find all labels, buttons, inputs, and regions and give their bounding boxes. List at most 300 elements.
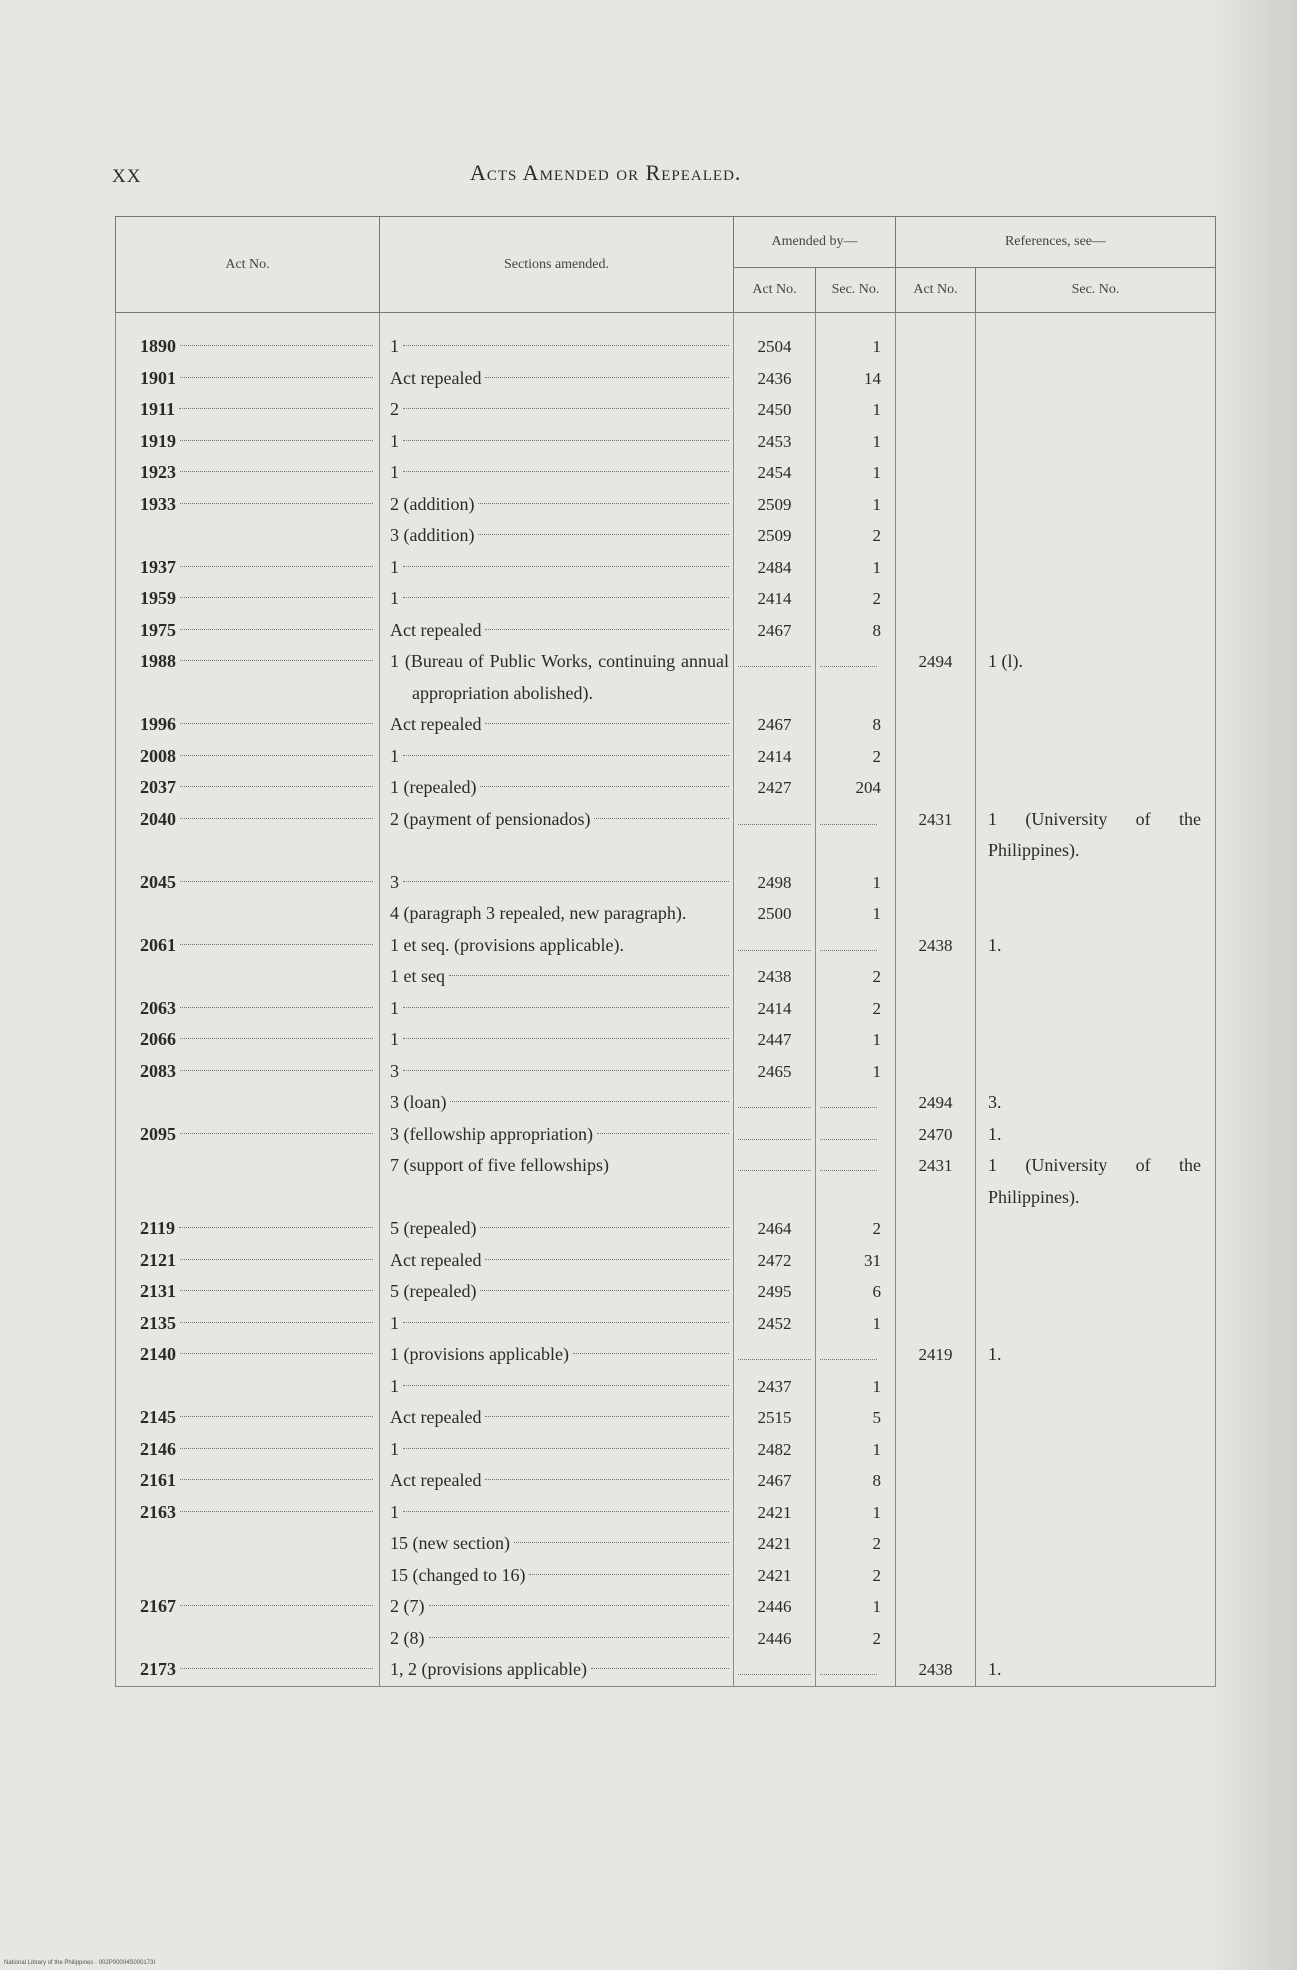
page-edge-shadow <box>1207 0 1297 1970</box>
section-amended-cell <box>380 961 734 993</box>
amended-act-cell: 2465 <box>734 1056 816 1088</box>
table-row <box>116 1150 1216 1213</box>
reference-act-cell <box>896 1560 976 1592</box>
reference-sec-cell <box>976 709 1216 741</box>
reference-sec-cell <box>976 993 1216 1025</box>
act-number: 2163 <box>140 1501 176 1522</box>
amended-sec-cell <box>816 1150 896 1213</box>
amended-act-cell: 2446 <box>734 1623 816 1655</box>
table-row <box>116 1591 1216 1623</box>
act-number-cell <box>116 1465 380 1497</box>
section-amended-cell <box>380 772 734 804</box>
amended-act-cell: 2454 <box>734 457 816 489</box>
amended-act-cell <box>734 646 816 709</box>
amended-act-cell: 2421 <box>734 1560 816 1592</box>
act-number-cell <box>116 363 380 395</box>
section-amended-text: 2 (8) <box>390 1627 425 1648</box>
amended-sec-cell: 1 <box>816 1308 896 1340</box>
amended-act-cell <box>734 1150 816 1213</box>
section-amended-text: Act repealed <box>390 1470 482 1490</box>
reference-sec-cell <box>976 363 1216 395</box>
act-number: 1988 <box>140 651 176 671</box>
amended-sec-cell: 2 <box>816 1560 896 1592</box>
reference-act-cell <box>896 426 976 458</box>
reference-act-cell: 2431 <box>896 1150 976 1213</box>
amended-sec-cell: 1 <box>816 394 896 426</box>
act-number: 2045 <box>140 871 176 892</box>
act-number: 2037 <box>140 777 176 797</box>
act-number-cell <box>116 520 380 552</box>
table-row <box>116 1339 1216 1371</box>
reference-act-cell <box>896 898 976 930</box>
amended-sec-cell <box>816 930 896 962</box>
table-row <box>116 1056 1216 1088</box>
act-number-cell <box>116 1119 380 1151</box>
section-amended-cell <box>380 1213 734 1245</box>
table-header <box>116 217 1216 313</box>
reference-act-cell <box>896 331 976 363</box>
section-amended-cell <box>380 426 734 458</box>
reference-act-cell <box>896 1308 976 1340</box>
reference-sec-cell <box>976 741 1216 773</box>
act-number-cell <box>116 489 380 521</box>
reference-sec-cell <box>976 583 1216 615</box>
amended-sec-cell <box>816 1119 896 1151</box>
reference-act-cell <box>896 772 976 804</box>
amended-act-cell: 2438 <box>734 961 816 993</box>
blank-leader <box>738 1150 811 1171</box>
reference-act-cell <box>896 583 976 615</box>
reference-act-cell <box>896 867 976 899</box>
reference-act-cell <box>896 1276 976 1308</box>
table-row <box>116 709 1216 741</box>
section-amended-cell <box>380 583 734 615</box>
act-number-cell <box>116 1024 380 1056</box>
section-amended-cell <box>380 1056 734 1088</box>
section-amended-text: 1 <box>390 1375 399 1396</box>
table-row <box>116 1623 1216 1655</box>
amended-sec-cell: 8 <box>816 1465 896 1497</box>
amended-sec-cell: 1 <box>816 1024 896 1056</box>
reference-act-cell <box>896 1528 976 1560</box>
section-amended-cell <box>380 552 734 584</box>
blank-leader <box>738 930 811 951</box>
reference-sec-cell <box>976 867 1216 899</box>
reference-sec-cell <box>976 1623 1216 1655</box>
act-number: 1911 <box>140 399 176 419</box>
section-amended-text: 1 <box>390 1029 399 1049</box>
act-number-cell <box>116 1434 380 1466</box>
reference-act-cell <box>896 1056 976 1088</box>
act-number-cell <box>116 741 380 773</box>
table-row <box>116 993 1216 1025</box>
act-number-cell <box>116 615 380 647</box>
reference-sec-cell <box>976 961 1216 993</box>
amended-sec-cell: 1 <box>816 898 896 930</box>
section-amended-cell <box>380 1308 734 1340</box>
act-number-cell <box>116 1150 380 1213</box>
table-row <box>116 1119 1216 1151</box>
section-amended-cell <box>380 930 734 962</box>
table-row <box>116 772 1216 804</box>
reference-sec-cell <box>976 1465 1216 1497</box>
amended-sec-cell: 2 <box>816 961 896 993</box>
table-row <box>116 741 1216 773</box>
act-number-cell <box>116 1654 380 1686</box>
amended-sec-cell: 204 <box>816 772 896 804</box>
table-row <box>116 331 1216 363</box>
section-amended-text: 1 <box>390 462 399 482</box>
reference-sec-cell: 1. <box>976 930 1216 962</box>
table-spacer-row <box>116 313 1216 332</box>
table-row <box>116 426 1216 458</box>
act-number-cell <box>116 1402 380 1434</box>
reference-sec-cell <box>976 426 1216 458</box>
act-number: 1901 <box>140 367 176 388</box>
act-number-cell <box>116 1528 380 1560</box>
section-amended-cell <box>380 1560 734 1592</box>
act-number: 2167 <box>140 1596 176 1616</box>
amended-act-cell: 2437 <box>734 1371 816 1403</box>
table-row <box>116 1654 1216 1686</box>
blank-leader <box>820 1339 877 1360</box>
amended-act-cell: 2414 <box>734 993 816 1025</box>
act-number: 1959 <box>140 588 176 608</box>
reference-act-cell <box>896 520 976 552</box>
amended-act-cell: 2484 <box>734 552 816 584</box>
act-number: 1996 <box>140 714 176 734</box>
table-row <box>116 1245 1216 1277</box>
blank-leader <box>820 930 877 951</box>
act-number: 1919 <box>140 430 176 451</box>
reference-act-cell: 2431 <box>896 804 976 867</box>
section-amended-cell <box>380 1087 734 1119</box>
page-number: XX <box>112 166 142 187</box>
amended-act-cell: 2482 <box>734 1434 816 1466</box>
amended-act-cell: 2421 <box>734 1528 816 1560</box>
act-number-cell <box>116 1213 380 1245</box>
amended-sec-cell: 1 <box>816 1434 896 1466</box>
section-amended-text: Act repealed <box>390 1407 482 1427</box>
section-amended-text: 7 (support of five fellowships) <box>390 1155 609 1175</box>
amended-act-cell: 2509 <box>734 489 816 521</box>
section-amended-cell <box>380 1591 734 1623</box>
section-amended-cell <box>380 898 734 930</box>
amended-sec-cell: 2 <box>816 583 896 615</box>
reference-act-cell <box>896 394 976 426</box>
act-number: 2119 <box>140 1218 176 1238</box>
act-number-cell <box>116 1245 380 1277</box>
section-amended-cell <box>380 1402 734 1434</box>
amended-sec-cell: 1 <box>816 1056 896 1088</box>
amended-act-cell <box>734 930 816 962</box>
section-amended-text: 1 <box>390 336 399 356</box>
amended-act-cell <box>734 804 816 867</box>
section-amended-cell <box>380 489 734 521</box>
amended-sec-cell: 1 <box>816 1591 896 1623</box>
blank-leader <box>820 1087 877 1108</box>
amended-sec-cell: 2 <box>816 741 896 773</box>
section-amended-cell <box>380 709 734 741</box>
section-amended-text: 3 (fellowship appropriation) <box>390 1123 593 1144</box>
amended-act-cell: 2509 <box>734 520 816 552</box>
reference-sec-cell <box>976 1371 1216 1403</box>
amended-sec-cell: 6 <box>816 1276 896 1308</box>
table-row <box>116 867 1216 899</box>
table-row <box>116 394 1216 426</box>
section-amended-text: 2 (payment of pensionados) <box>390 808 591 829</box>
amended-sec-cell: 1 <box>816 426 896 458</box>
table-row <box>116 1371 1216 1403</box>
act-number-cell <box>116 993 380 1025</box>
reference-act-cell <box>896 1497 976 1529</box>
section-amended-text: 1 <box>390 1438 399 1459</box>
act-number-cell <box>116 1623 380 1655</box>
reference-sec-cell <box>976 1402 1216 1434</box>
amendments-table-container <box>115 216 1215 1687</box>
section-amended-cell <box>380 1497 734 1529</box>
reference-sec-cell <box>976 552 1216 584</box>
reference-sec-cell: 1. <box>976 1339 1216 1371</box>
table-row <box>116 1213 1216 1245</box>
amended-act-cell: 2447 <box>734 1024 816 1056</box>
section-amended-cell <box>380 867 734 899</box>
amended-sec-cell: 14 <box>816 363 896 395</box>
section-amended-cell <box>380 1654 734 1686</box>
amended-act-cell: 2464 <box>734 1213 816 1245</box>
act-number-cell <box>116 552 380 584</box>
section-amended-cell <box>380 1119 734 1151</box>
table-row <box>116 646 1216 709</box>
section-amended-cell <box>380 804 734 867</box>
blank-leader <box>738 1339 811 1360</box>
reference-sec-cell <box>976 1591 1216 1623</box>
act-number: 2040 <box>140 808 176 829</box>
reference-act-cell <box>896 1623 976 1655</box>
amended-sec-cell: 1 <box>816 552 896 584</box>
amended-sec-cell <box>816 646 896 709</box>
col-header-references: References, see— <box>896 217 1216 268</box>
reference-sec-cell: 1 (University of the Philippines). <box>976 804 1216 867</box>
table-row <box>116 1402 1216 1434</box>
section-amended-cell <box>380 520 734 552</box>
amended-sec-cell: 1 <box>816 1497 896 1529</box>
reference-sec-cell <box>976 457 1216 489</box>
page-title: Acts Amended or Repealed. <box>470 160 742 185</box>
reference-sec-cell <box>976 331 1216 363</box>
act-number: 2146 <box>140 1438 176 1459</box>
act-number-cell <box>116 1087 380 1119</box>
act-number-cell <box>116 331 380 363</box>
reference-sec-cell <box>976 394 1216 426</box>
amended-sec-cell: 31 <box>816 1245 896 1277</box>
reference-sec-cell <box>976 520 1216 552</box>
section-amended-text: 1 et seq <box>390 966 445 986</box>
reference-act-cell <box>896 1434 976 1466</box>
amended-act-cell: 2498 <box>734 867 816 899</box>
reference-act-cell <box>896 1371 976 1403</box>
table-row <box>116 930 1216 962</box>
section-amended-cell <box>380 1528 734 1560</box>
amended-sec-cell: 1 <box>816 457 896 489</box>
amended-act-cell: 2500 <box>734 898 816 930</box>
col-header-amended-by: Amended by— <box>734 217 896 268</box>
blank-leader <box>820 1654 877 1675</box>
reference-sec-cell: 1 (University of the Philippines). <box>976 1150 1216 1213</box>
reference-act-cell <box>896 615 976 647</box>
act-number-cell <box>116 1560 380 1592</box>
section-amended-cell <box>380 1024 734 1056</box>
table-row <box>116 520 1216 552</box>
section-amended-text: 1 <box>390 430 399 451</box>
blank-leader <box>738 646 811 667</box>
amended-sec-cell: 2 <box>816 1528 896 1560</box>
col-header-ref-sec: Sec. No. <box>976 268 1216 313</box>
reference-sec-cell <box>976 1497 1216 1529</box>
section-amended-text: 5 (repealed) <box>390 1281 477 1301</box>
reference-act-cell: 2470 <box>896 1119 976 1151</box>
reference-sec-cell <box>976 1245 1216 1277</box>
reference-sec-cell <box>976 1528 1216 1560</box>
amended-act-cell: 2414 <box>734 741 816 773</box>
section-amended-text: 1 et seq. (provisions applicable). <box>390 934 624 955</box>
act-number: 2066 <box>140 1029 176 1049</box>
act-number: 1975 <box>140 619 176 640</box>
amended-act-cell: 2452 <box>734 1308 816 1340</box>
amended-act-cell: 2450 <box>734 394 816 426</box>
act-number-cell <box>116 772 380 804</box>
amended-act-cell: 2421 <box>734 1497 816 1529</box>
blank-leader <box>738 804 811 825</box>
amended-sec-cell <box>816 1339 896 1371</box>
act-number-cell <box>116 457 380 489</box>
reference-act-cell <box>896 1245 976 1277</box>
amended-act-cell <box>734 1087 816 1119</box>
act-number: 1933 <box>140 493 176 514</box>
section-amended-text: 1 (Bureau of Public Works, continuing annual appropriation abolished). <box>390 651 729 703</box>
amended-sec-cell: 8 <box>816 709 896 741</box>
amended-act-cell: 2515 <box>734 1402 816 1434</box>
section-amended-cell <box>380 1339 734 1371</box>
amended-sec-cell: 1 <box>816 1371 896 1403</box>
act-number: 2008 <box>140 745 176 766</box>
amended-sec-cell <box>816 1654 896 1686</box>
section-amended-cell <box>380 1150 734 1213</box>
reference-act-cell <box>896 1465 976 1497</box>
reference-sec-cell <box>976 1308 1216 1340</box>
section-amended-text: 1 (provisions applicable) <box>390 1344 569 1364</box>
act-number: 2063 <box>140 997 176 1018</box>
reference-sec-cell: 1. <box>976 1119 1216 1151</box>
amended-act-cell: 2467 <box>734 709 816 741</box>
reference-act-cell <box>896 709 976 741</box>
act-number-cell <box>116 1056 380 1088</box>
reference-sec-cell: 3. <box>976 1087 1216 1119</box>
section-amended-cell <box>380 1623 734 1655</box>
section-amended-text: 3 (loan) <box>390 1092 447 1112</box>
act-number-cell <box>116 1308 380 1340</box>
section-amended-text: 2 (7) <box>390 1596 425 1616</box>
reference-act-cell <box>896 457 976 489</box>
section-amended-cell <box>380 646 734 709</box>
reference-sec-cell <box>976 615 1216 647</box>
table-row <box>116 1528 1216 1560</box>
reference-sec-cell <box>976 1024 1216 1056</box>
reference-sec-cell <box>976 1276 1216 1308</box>
section-amended-text: 2 (addition) <box>390 493 475 514</box>
blank-leader <box>820 1150 877 1171</box>
section-amended-cell <box>380 331 734 363</box>
reference-act-cell <box>896 993 976 1025</box>
amended-sec-cell: 1 <box>816 489 896 521</box>
section-amended-text: 3 <box>390 871 399 892</box>
section-amended-text: 3 (addition) <box>390 525 475 545</box>
amended-sec-cell <box>816 1087 896 1119</box>
act-number-cell <box>116 426 380 458</box>
section-amended-text: 1 <box>390 556 399 577</box>
section-amended-text: 1 <box>390 997 399 1018</box>
amended-sec-cell: 5 <box>816 1402 896 1434</box>
table-body <box>116 313 1216 1687</box>
blank-leader <box>820 646 877 667</box>
table-row <box>116 1497 1216 1529</box>
section-amended-text: 2 <box>390 399 399 419</box>
section-amended-cell <box>380 615 734 647</box>
section-amended-text: 3 <box>390 1060 399 1081</box>
reference-sec-cell <box>976 1560 1216 1592</box>
amended-sec-cell: 2 <box>816 520 896 552</box>
section-amended-text: Act repealed <box>390 619 482 640</box>
table-row <box>116 489 1216 521</box>
section-amended-text: 1 <box>390 588 399 608</box>
amended-sec-cell <box>816 804 896 867</box>
reference-act-cell <box>896 1024 976 1056</box>
table-row <box>116 1024 1216 1056</box>
reference-sec-cell <box>976 1434 1216 1466</box>
blank-leader <box>738 1119 811 1140</box>
section-amended-text: 1 (repealed) <box>390 777 477 797</box>
act-number: 2145 <box>140 1407 176 1427</box>
reference-sec-cell <box>976 898 1216 930</box>
reference-sec-cell: 1 (l). <box>976 646 1216 709</box>
section-amended-cell <box>380 1434 734 1466</box>
act-number-cell <box>116 1497 380 1529</box>
table-row <box>116 552 1216 584</box>
amended-act-cell: 2467 <box>734 1465 816 1497</box>
act-number: 2131 <box>140 1281 176 1301</box>
reference-act-cell <box>896 961 976 993</box>
scan-credit: National Library of the Philippines · 002P00004S000173I <box>4 1960 156 1966</box>
blank-leader <box>820 804 877 825</box>
act-number-cell <box>116 867 380 899</box>
reference-sec-cell <box>976 489 1216 521</box>
table-row <box>116 1087 1216 1119</box>
amended-act-cell: 2504 <box>734 331 816 363</box>
section-amended-cell <box>380 363 734 395</box>
amended-sec-cell: 2 <box>816 993 896 1025</box>
section-amended-text: 1, 2 (provisions applicable) <box>390 1659 587 1679</box>
act-number: 2173 <box>140 1659 176 1679</box>
act-number-cell <box>116 930 380 962</box>
table-row <box>116 961 1216 993</box>
section-amended-text: 1 <box>390 1312 399 1333</box>
amended-act-cell: 2467 <box>734 615 816 647</box>
col-header-sections: Sections amended. <box>380 217 734 313</box>
reference-act-cell: 2438 <box>896 1654 976 1686</box>
reference-act-cell <box>896 1591 976 1623</box>
amended-act-cell: 2446 <box>734 1591 816 1623</box>
section-amended-text: 1 <box>390 1501 399 1522</box>
